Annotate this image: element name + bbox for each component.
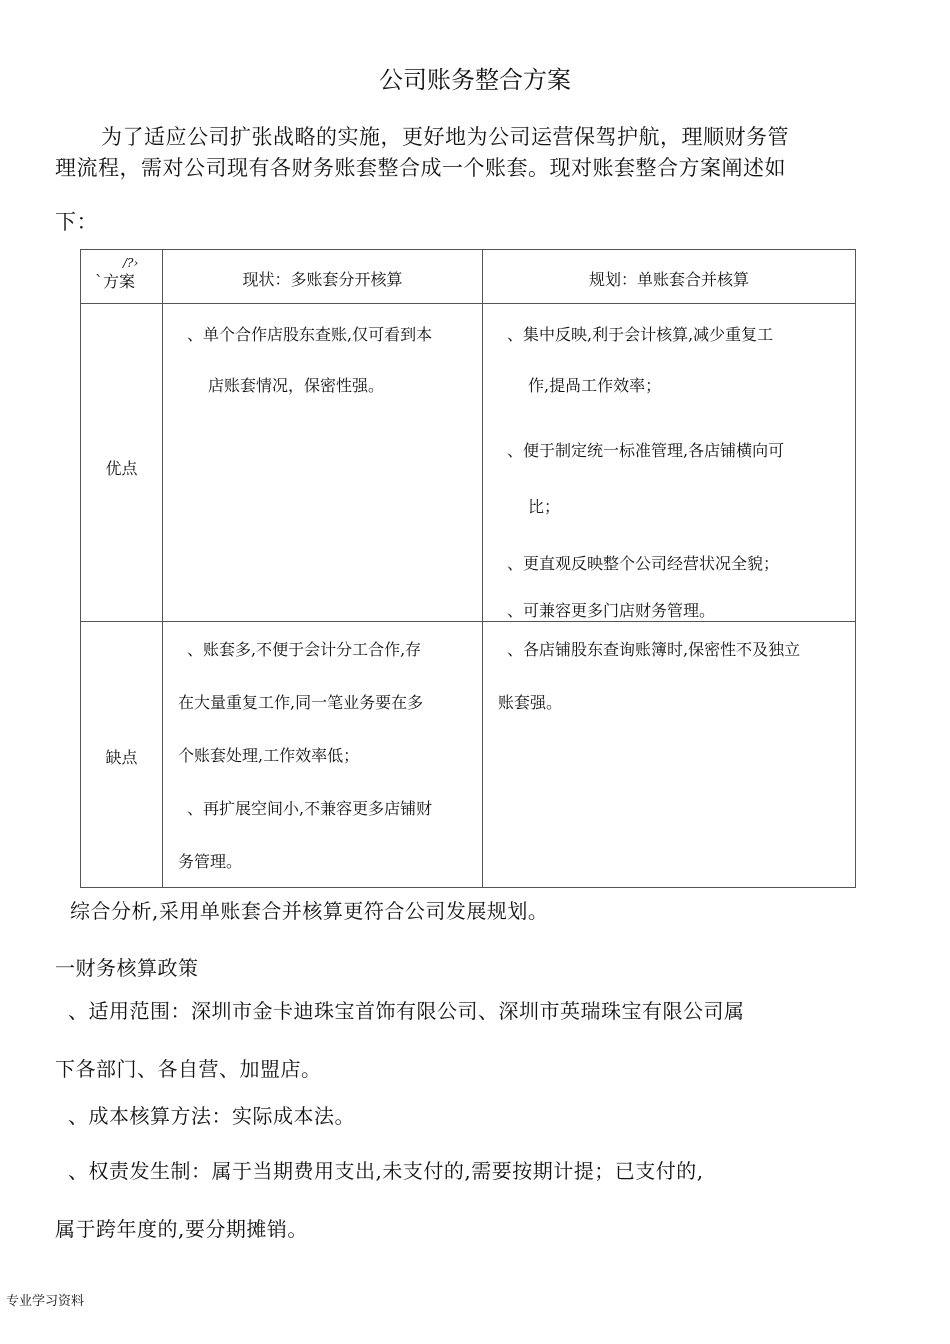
cell-text-line: 、各店铺股东查询账簿时,保密性不及独立	[507, 640, 801, 659]
cell-text-line: 比；	[528, 497, 561, 516]
table-row	[81, 622, 856, 888]
row-label-cell	[81, 622, 163, 888]
conclusion: 综合分析,采用单账套合并核算更符合公司发展规划。	[70, 899, 549, 923]
row-label-disadvantages: 缺点	[105, 748, 138, 767]
cell-text-line: 、账套多,不便于会计分工合作,存	[187, 640, 422, 659]
comparison-table	[80, 249, 856, 888]
row-label-cell	[81, 304, 163, 622]
scope-line-1: 、适用范围：深圳市金卡迪珠宝首饰有限公司、深圳市英瑞珠宝有限公司属	[68, 999, 745, 1023]
disadvantages-current-cell	[163, 622, 483, 888]
header-current	[163, 250, 483, 304]
cell-text-line: 在大量重复工作,同一笔业务要在多	[178, 693, 424, 712]
cell-text-line: 店账套情况，保密性强。	[208, 376, 385, 395]
cell-text-line: 个账套处理,工作效率低；	[178, 746, 360, 765]
header-plan-label: 规划：单账套合并核算	[588, 270, 749, 289]
cell-text-line: 、更直观反映整个公司经营状况全貌；	[507, 554, 780, 573]
section-heading: 一财务核算政策	[55, 956, 199, 980]
cell-text-line: 务管理。	[178, 852, 243, 871]
row-label-advantages: 优点	[105, 459, 138, 478]
cell-text-line: 、再扩展空间小,不兼容更多店铺财	[187, 799, 433, 818]
cell-text-line: 、便于制定统一标准管理,各店铺横向可	[507, 441, 785, 460]
cell-text-line: 账套强。	[498, 693, 563, 712]
corner-cell	[81, 250, 163, 304]
table-row	[81, 304, 856, 622]
cell-text-line: 、单个合作店股东查账,仅可看到本	[187, 325, 433, 344]
header-current-label: 现状：多账套分开核算	[242, 270, 403, 289]
document-title: 公司账务整合方案	[379, 66, 571, 94]
advantages-current-cell	[163, 304, 483, 622]
cell-text-line: 、集中反映,利于会计核算,减少重复工	[507, 325, 774, 344]
cell-text-line: 、可兼容更多门店财务管理。	[507, 601, 716, 620]
intro-line-1: 为了适应公司扩张战略的实施，更好地为公司运营保驾护航，理顺财务管	[101, 125, 789, 149]
corner-label: `方案	[95, 272, 136, 291]
accrual-line-2: 属于跨年度的,要分期摊销。	[55, 1217, 308, 1241]
scope-line-2: 下各部门、各自营、加盟店。	[55, 1057, 322, 1081]
accrual-line-1: 、权责发生制：属于当期费用支出,未支付的,需要按期计提；已支付的,	[68, 1159, 704, 1183]
disadvantages-plan-cell	[483, 622, 856, 888]
cell-text-line: 作,提咼工作效率；	[528, 376, 662, 395]
cost-method: 、成本核算方法：实际成本法。	[68, 1104, 355, 1128]
advantages-plan-cell	[483, 304, 856, 622]
footer-note: 专业学习资料	[6, 1294, 85, 1309]
table-header-row	[81, 250, 856, 304]
header-plan	[483, 250, 856, 304]
intro-line-3: 下：	[55, 210, 98, 234]
intro-line-2: 理流程，需对公司现有各财务账套整合成一个账套。现对账套整合方案阐述如	[55, 156, 786, 180]
corner-mark: /?›	[123, 256, 139, 270]
